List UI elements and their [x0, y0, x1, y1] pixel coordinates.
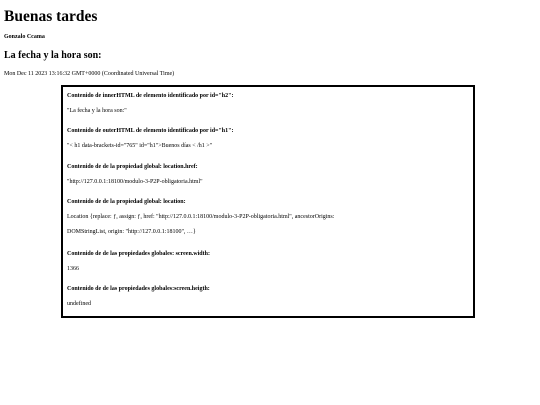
- current-date-time: Mon Dec 11 2023 13:16:32 GMT+0000 (Coordinated Universal Time): [4, 71, 175, 77]
- innerhtml-value: "La fecha y la hora son:": [67, 108, 127, 114]
- screen-height-value: undefined: [67, 301, 91, 307]
- innerhtml-label: Contenido de innerHTML de elemento identificado por id="h2":: [67, 93, 234, 99]
- screen-width-value: 1366: [67, 266, 79, 272]
- date-time-heading: La fecha y la hora son:: [4, 50, 102, 61]
- location-href-label: Contenido de de la propiedad global: location.href:: [67, 164, 198, 170]
- outerhtml-label: Contenido de outerHTML de elemento identificado por id="h1":: [67, 128, 234, 134]
- author-name: Gonzalo Ccama: [4, 34, 45, 40]
- outerhtml-value: "< h1 data-brackets-id="765" id="h1">Buenos días < /h1 >": [67, 143, 213, 149]
- screen-width-label: Contenido de de las propiedades globales: screen.width:: [67, 251, 210, 257]
- location-value-continued: DOMStringList, origin: "http://127.0.0.1:18100", …}: [67, 229, 196, 235]
- page-heading: Buenas tardes: [4, 8, 98, 25]
- location-value: Location {replace: ƒ, assign: ƒ, href: "http://127.0.0.1:18100/modulo-3-P2P-obligatoria.html", ancestorOrigins:: [67, 214, 335, 220]
- screen-height-label: Contenido de de las propiedades globales:screen.heigth:: [67, 286, 210, 292]
- location-label: Contenido de de la propiedad global: location:: [67, 199, 186, 205]
- location-href-value: "http://127.0.0.1:18100/modulo-3-P2P-obligatoria.html": [67, 179, 203, 185]
